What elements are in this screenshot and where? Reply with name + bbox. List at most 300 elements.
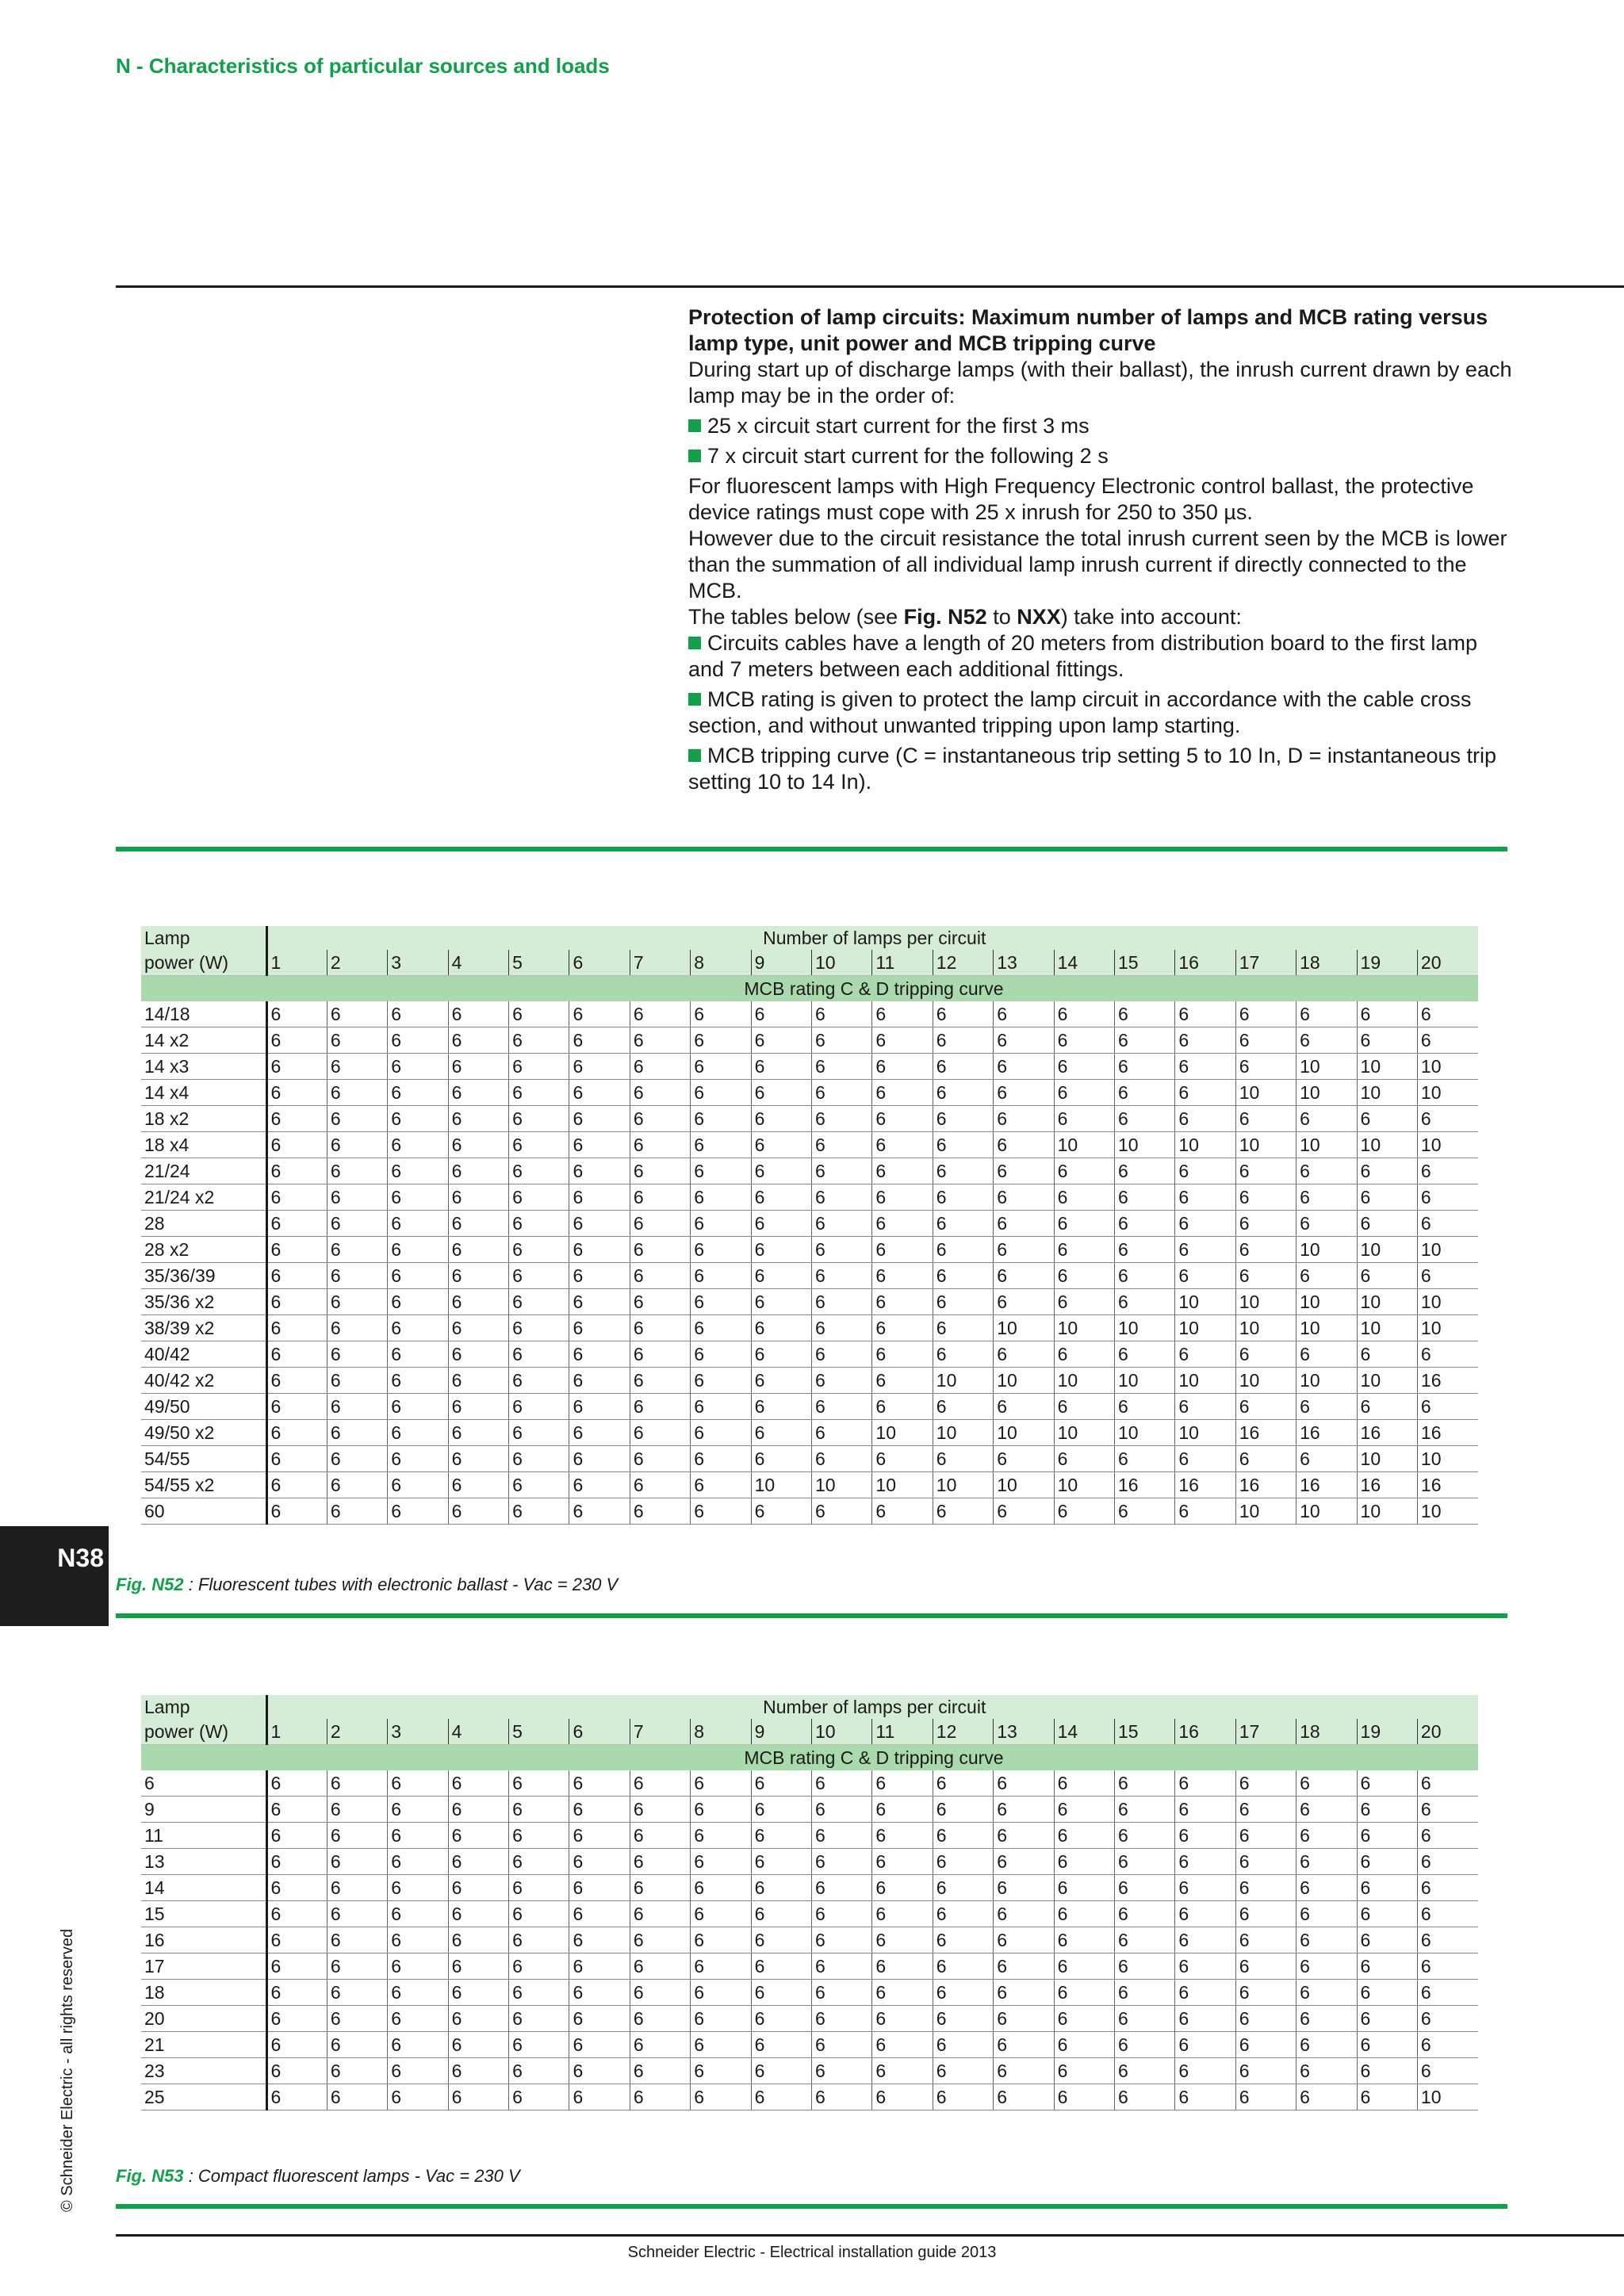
mcb-rating-cell: 6 xyxy=(388,1341,448,1368)
lamp-power-cell: 15 xyxy=(141,1901,266,1927)
mcb-rating-cell: 16 xyxy=(1357,1420,1417,1446)
mcb-rating-cell: 6 xyxy=(630,1027,690,1054)
table-row xyxy=(141,1420,1478,1446)
mcb-rating-cell: 6 xyxy=(751,1823,811,1849)
bullet-square-icon xyxy=(688,450,701,462)
mcb-rating-cell: 6 xyxy=(1175,1770,1235,1797)
mcb-rating-cell: 6 xyxy=(1357,1927,1417,1954)
mcb-rating-cell: 6 xyxy=(388,1315,448,1341)
mcb-rating-cell: 6 xyxy=(812,1263,872,1289)
table-row xyxy=(141,2084,1478,2110)
mcb-rating-cell: 6 xyxy=(1114,1263,1174,1289)
mcb-rating-cell: 6 xyxy=(509,1211,569,1237)
table-row xyxy=(141,1106,1478,1132)
mcb-rating-cell: 6 xyxy=(388,1875,448,1901)
mcb-rating-cell: 6 xyxy=(1114,2084,1174,2110)
mcb-rating-cell: 6 xyxy=(872,1980,933,2006)
mcb-rating-cell: 6 xyxy=(1114,1770,1174,1797)
column-header: 7 xyxy=(630,950,690,976)
mcb-rating-cell: 6 xyxy=(448,2084,508,2110)
mcb-rating-cell: 6 xyxy=(1235,1263,1296,1289)
column-header: 20 xyxy=(1417,1719,1478,1745)
mcb-rating-cell: 6 xyxy=(1114,1394,1174,1420)
mcb-rating-cell: 6 xyxy=(1054,1875,1114,1901)
mcb-rating-cell: 6 xyxy=(751,1001,811,1027)
mcb-rating-cell: 6 xyxy=(630,2032,690,2058)
mcb-rating-cell: 6 xyxy=(812,1368,872,1394)
mcb-rating-cell: 6 xyxy=(569,1394,630,1420)
mcb-rating-cell: 6 xyxy=(1175,1875,1235,1901)
mcb-rating-cell: 6 xyxy=(1054,1394,1114,1420)
mcb-rating-cell: 6 xyxy=(569,1315,630,1341)
mcb-rating-cell: 6 xyxy=(933,1158,993,1184)
mcb-rating-cell: 6 xyxy=(933,1446,993,1472)
figure-reference: Fig. N52 xyxy=(903,605,987,629)
mcb-rating-cell: 6 xyxy=(1235,2058,1296,2084)
mcb-rating-cell: 6 xyxy=(388,1263,448,1289)
mcb-rating-cell: 6 xyxy=(933,1901,993,1927)
mcb-rating-cell: 6 xyxy=(1114,1027,1174,1054)
mcb-rating-cell: 6 xyxy=(569,1901,630,1927)
mcb-rating-cell: 6 xyxy=(509,1263,569,1289)
column-header: 19 xyxy=(1357,950,1417,976)
mcb-rating-cell: 6 xyxy=(630,1927,690,1954)
mcb-rating-cell: 6 xyxy=(751,1420,811,1446)
mcb-rating-cell: 6 xyxy=(1175,1394,1235,1420)
mcb-rating-cell: 6 xyxy=(812,1211,872,1237)
mcb-rating-cell: 10 xyxy=(1417,1498,1478,1525)
mcb-rating-cell: 6 xyxy=(1297,1927,1357,1954)
mcb-rating-cell: 6 xyxy=(327,1954,387,1980)
mcb-rating-cell: 6 xyxy=(509,2006,569,2032)
mcb-rating-cell: 6 xyxy=(388,1289,448,1315)
mcb-rating-cell: 6 xyxy=(569,1001,630,1027)
mcb-rating-cell: 6 xyxy=(388,1106,448,1132)
mcb-rating-cell: 6 xyxy=(1114,1446,1174,1472)
mcb-rating-cell: 6 xyxy=(812,1498,872,1525)
column-header: 1 xyxy=(266,950,327,976)
lamp-power-cell: 60 xyxy=(141,1498,266,1525)
mcb-rating-cell: 10 xyxy=(933,1368,993,1394)
mcb-rating-cell: 6 xyxy=(751,1184,811,1211)
mcb-rating-cell: 6 xyxy=(872,2032,933,2058)
mcb-rating-cell: 6 xyxy=(509,1184,569,1211)
bullet-item: MCB tripping curve (C = instantaneous trip setting 5 to 10 In, D = instantaneous trip setting 10 to 14 In). xyxy=(688,744,1497,794)
mcb-rating-cell: 6 xyxy=(994,1341,1054,1368)
mcb-rating-cell: 6 xyxy=(327,1823,387,1849)
mcb-rating-cell: 6 xyxy=(1054,1498,1114,1525)
mcb-rating-cell: 6 xyxy=(1114,1498,1174,1525)
mcb-rating-cell: 6 xyxy=(448,1980,508,2006)
mcb-rating-cell: 6 xyxy=(1297,1875,1357,1901)
lamp-power-cell: 14/18 xyxy=(141,1001,266,1027)
lamp-power-cell: 17 xyxy=(141,1954,266,1980)
mcb-rating-cell: 6 xyxy=(569,1823,630,1849)
column-header: 12 xyxy=(933,1719,993,1745)
mcb-rating-cell: 10 xyxy=(1054,1315,1114,1341)
mcb-rating-cell: 6 xyxy=(1054,1237,1114,1263)
figure-reference: NXX xyxy=(1017,605,1061,629)
mcb-rating-cell: 6 xyxy=(569,1289,630,1315)
mcb-rating-cell: 10 xyxy=(1297,1132,1357,1158)
mcb-rating-cell: 6 xyxy=(691,1420,751,1446)
mcb-rating-cell: 6 xyxy=(630,1289,690,1315)
lamp-power-cell: 28 xyxy=(141,1211,266,1237)
column-header: 8 xyxy=(691,1719,751,1745)
mcb-rating-cell: 6 xyxy=(1235,2006,1296,2032)
table-compact-fluorescent xyxy=(141,1695,1478,2110)
mcb-rating-cell: 6 xyxy=(1357,2032,1417,2058)
mcb-rating-cell: 6 xyxy=(1417,1184,1478,1211)
mcb-rating-cell: 6 xyxy=(1114,2058,1174,2084)
mcb-rating-cell: 6 xyxy=(509,1394,569,1420)
mcb-rating-cell: 6 xyxy=(691,1770,751,1797)
mcb-rating-cell: 6 xyxy=(751,1901,811,1927)
mcb-rating-cell: 6 xyxy=(448,1954,508,1980)
mcb-rating-cell: 6 xyxy=(266,1472,327,1498)
mcb-rating-cell: 6 xyxy=(691,1106,751,1132)
mcb-rating-cell: 6 xyxy=(872,1849,933,1875)
mcb-rating-cell: 6 xyxy=(1235,1001,1296,1027)
mcb-rating-cell: 6 xyxy=(1175,1954,1235,1980)
lamp-power-cell: 16 xyxy=(141,1927,266,1954)
mcb-rating-cell: 6 xyxy=(1297,1770,1357,1797)
mcb-rating-cell: 6 xyxy=(630,1875,690,1901)
mcb-rating-cell: 6 xyxy=(1297,2006,1357,2032)
mcb-rating-cell: 6 xyxy=(630,1394,690,1420)
bullet-square-icon xyxy=(688,693,701,706)
mcb-rating-cell: 6 xyxy=(630,1420,690,1446)
mcb-rating-cell: 6 xyxy=(388,1954,448,1980)
mcb-rating-cell: 6 xyxy=(812,2032,872,2058)
mcb-rating-cell: 6 xyxy=(266,1368,327,1394)
mcb-rating-cell: 6 xyxy=(509,1368,569,1394)
table-row xyxy=(141,1289,1478,1315)
mcb-rating-cell: 6 xyxy=(872,1263,933,1289)
mcb-rating-cell: 6 xyxy=(751,1797,811,1823)
mcb-rating-cell: 6 xyxy=(691,1341,751,1368)
mcb-rating-cell: 10 xyxy=(1357,1080,1417,1106)
mcb-rating-cell: 6 xyxy=(266,1770,327,1797)
mcb-rating-cell: 6 xyxy=(812,1420,872,1446)
mcb-rating-cell: 6 xyxy=(1297,2084,1357,2110)
mcb-rating-cell: 6 xyxy=(327,1080,387,1106)
mcb-rating-cell: 6 xyxy=(448,1368,508,1394)
mcb-rating-cell: 6 xyxy=(448,1158,508,1184)
mcb-rating-cell: 16 xyxy=(1417,1420,1478,1446)
mcb-rating-cell: 6 xyxy=(509,1237,569,1263)
mcb-rating-cell: 6 xyxy=(691,1901,751,1927)
mcb-rating-cell: 6 xyxy=(1235,1184,1296,1211)
mcb-rating-cell: 6 xyxy=(448,2058,508,2084)
mcb-rating-cell: 6 xyxy=(1235,1849,1296,1875)
table-row xyxy=(141,1368,1478,1394)
mcb-rating-cell: 6 xyxy=(933,1927,993,1954)
mcb-rating-cell: 6 xyxy=(569,1263,630,1289)
table-row xyxy=(141,1498,1478,1525)
mcb-rating-cell: 6 xyxy=(1175,1263,1235,1289)
mcb-rating-cell: 6 xyxy=(630,1237,690,1263)
lamp-power-cell: 14 xyxy=(141,1875,266,1901)
mcb-rating-cell: 6 xyxy=(751,1927,811,1954)
mcb-rating-cell: 10 xyxy=(1175,1289,1235,1315)
mcb-rating-cell: 10 xyxy=(1235,1368,1296,1394)
mcb-rating-cell: 6 xyxy=(1417,1980,1478,2006)
mcb-rating-cell: 6 xyxy=(691,1001,751,1027)
mcb-rating-cell: 6 xyxy=(448,1797,508,1823)
mcb-rating-cell: 6 xyxy=(1235,1875,1296,1901)
mcb-rating-cell: 6 xyxy=(933,1237,993,1263)
mcb-rating-cell: 6 xyxy=(388,1980,448,2006)
mcb-rating-cell: 6 xyxy=(630,1158,690,1184)
mcb-rating-cell: 6 xyxy=(1417,1927,1478,1954)
mcb-rating-cell: 6 xyxy=(327,1498,387,1525)
mcb-rating-cell: 6 xyxy=(994,1980,1054,2006)
mcb-rating-cell: 6 xyxy=(509,2084,569,2110)
mcb-rating-cell: 6 xyxy=(1357,1158,1417,1184)
mcb-rating-cell: 6 xyxy=(1235,1980,1296,2006)
mcb-rating-cell: 6 xyxy=(812,1770,872,1797)
lamp-power-cell: 20 xyxy=(141,2006,266,2032)
lamp-power-cell: 14 x2 xyxy=(141,1027,266,1054)
table-row xyxy=(141,2032,1478,2058)
mcb-rating-cell: 6 xyxy=(994,1211,1054,1237)
mcb-rating-cell: 6 xyxy=(630,1080,690,1106)
mcb-rating-cell: 6 xyxy=(1235,1927,1296,1954)
mcb-rating-cell: 6 xyxy=(327,1797,387,1823)
mcb-rating-cell: 6 xyxy=(751,1770,811,1797)
mcb-rating-cell: 10 xyxy=(751,1472,811,1498)
mcb-rating-cell: 6 xyxy=(448,1927,508,1954)
mcb-rating-cell: 6 xyxy=(509,1849,569,1875)
mcb-rating-cell: 6 xyxy=(509,1797,569,1823)
mcb-rating-cell: 6 xyxy=(1114,2006,1174,2032)
mcb-rating-cell: 10 xyxy=(994,1368,1054,1394)
mcb-rating-cell: 6 xyxy=(872,1080,933,1106)
mcb-rating-cell: 10 xyxy=(1297,1237,1357,1263)
mcb-rating-cell: 6 xyxy=(933,1184,993,1211)
mcb-rating-cell: 16 xyxy=(1417,1472,1478,1498)
table-row xyxy=(141,1211,1478,1237)
mcb-rating-cell: 10 xyxy=(1417,1132,1478,1158)
table-row xyxy=(141,1080,1478,1106)
mcb-rating-cell: 6 xyxy=(630,1954,690,1980)
mcb-rating-cell: 6 xyxy=(1114,1823,1174,1849)
mcb-rating-cell: 6 xyxy=(872,1132,933,1158)
mcb-rating-cell: 6 xyxy=(1235,1106,1296,1132)
mcb-rating-cell: 6 xyxy=(872,1823,933,1849)
lamp-power-cell: 6 xyxy=(141,1770,266,1797)
bullet-item: Circuits cables have a length of 20 meters from distribution board to the first lamp and 7 meters between each additional fittings. xyxy=(688,631,1477,681)
mcb-rating-cell: 6 xyxy=(812,1797,872,1823)
mcb-rating-cell: 6 xyxy=(448,1001,508,1027)
mcb-rating-cell: 6 xyxy=(1417,1901,1478,1927)
lamp-header: power (W) xyxy=(141,1719,266,1745)
mcb-rating-cell: 6 xyxy=(1297,1001,1357,1027)
mcb-rating-cell: 6 xyxy=(751,1158,811,1184)
mcb-rating-cell: 6 xyxy=(388,1054,448,1080)
mcb-rating-cell: 6 xyxy=(994,1054,1054,1080)
mcb-rating-cell: 6 xyxy=(994,1394,1054,1420)
mcb-rating-cell: 6 xyxy=(327,1849,387,1875)
mcb-rating-cell: 6 xyxy=(630,2006,690,2032)
mcb-rating-cell: 6 xyxy=(751,1849,811,1875)
mcb-rating-cell: 6 xyxy=(448,1132,508,1158)
mcb-rating-cell: 6 xyxy=(872,1446,933,1472)
mcb-rating-cell: 6 xyxy=(872,2084,933,2110)
mcb-rating-cell: 6 xyxy=(691,1875,751,1901)
mcb-rating-cell: 6 xyxy=(1175,2032,1235,2058)
mcb-rating-cell: 6 xyxy=(1357,1106,1417,1132)
mcb-rating-cell: 6 xyxy=(691,1315,751,1341)
mcb-rating-cell: 6 xyxy=(388,1158,448,1184)
mcb-rating-cell: 6 xyxy=(1054,1849,1114,1875)
mcb-rating-cell: 6 xyxy=(872,1770,933,1797)
mcb-rating-cell: 6 xyxy=(691,1472,751,1498)
mcb-rating-cell: 6 xyxy=(933,1211,993,1237)
mcb-rating-cell: 6 xyxy=(569,1472,630,1498)
mcb-rating-cell: 6 xyxy=(327,2084,387,2110)
mcb-rating-cell: 6 xyxy=(1357,1954,1417,1980)
mcb-rating-cell: 6 xyxy=(327,2032,387,2058)
lamp-power-cell: 18 x2 xyxy=(141,1106,266,1132)
mcb-rating-cell: 6 xyxy=(448,2006,508,2032)
mcb-rating-cell: 6 xyxy=(1054,1263,1114,1289)
mcb-rating-cell: 6 xyxy=(1357,1184,1417,1211)
table-row xyxy=(141,1446,1478,1472)
mcb-rating-cell: 6 xyxy=(872,1001,933,1027)
mcb-rating-cell: 6 xyxy=(266,1211,327,1237)
mcb-rating-cell: 6 xyxy=(872,1315,933,1341)
copyright-notice: © Schneider Electric - all rights reserved xyxy=(59,1928,76,2212)
mcb-rating-cell: 6 xyxy=(327,1875,387,1901)
mcb-rating-cell: 6 xyxy=(1417,1394,1478,1420)
table-row xyxy=(141,1263,1478,1289)
mcb-rating-cell: 6 xyxy=(448,1237,508,1263)
mcb-rating-cell: 6 xyxy=(327,2006,387,2032)
mcb-rating-cell: 6 xyxy=(751,1954,811,1980)
mcb-rating-cell: 6 xyxy=(812,1132,872,1158)
table-row xyxy=(141,1875,1478,1901)
subheader-spacer xyxy=(141,1745,266,1771)
mcb-rating-cell: 6 xyxy=(509,1927,569,1954)
mcb-rating-cell: 6 xyxy=(1054,1158,1114,1184)
mcb-rating-cell: 6 xyxy=(1114,1875,1174,1901)
mcb-rating-cell: 6 xyxy=(872,1054,933,1080)
mcb-rating-cell: 10 xyxy=(1417,1446,1478,1472)
intro-paragraph: For fluorescent lamps with High Frequency Electronic control ballast, the protective device ratings must cope with 25 x inrush for 250 to 350 µs. xyxy=(688,474,1474,524)
mcb-rating-cell: 6 xyxy=(1297,1980,1357,2006)
mcb-rating-cell: 6 xyxy=(1054,1341,1114,1368)
mcb-rating-cell: 6 xyxy=(509,1446,569,1472)
mcb-rating-cell: 6 xyxy=(691,1849,751,1875)
lamp-power-cell: 9 xyxy=(141,1797,266,1823)
mcb-rating-cell: 6 xyxy=(933,1498,993,1525)
mcb-rating-cell: 6 xyxy=(1417,1341,1478,1368)
mcb-rating-cell: 6 xyxy=(1054,1054,1114,1080)
mcb-rating-cell: 6 xyxy=(1175,1849,1235,1875)
mcb-rating-cell: 10 xyxy=(933,1420,993,1446)
mcb-rating-cell: 6 xyxy=(327,1158,387,1184)
mcb-rating-cell: 6 xyxy=(994,1797,1054,1823)
mcb-rating-cell: 6 xyxy=(691,1954,751,1980)
mcb-rating-cell: 6 xyxy=(933,1315,993,1341)
column-header: 4 xyxy=(448,950,508,976)
mcb-rating-cell: 6 xyxy=(630,1368,690,1394)
mcb-rating-cell: 6 xyxy=(569,1080,630,1106)
mcb-rating-cell: 6 xyxy=(812,1184,872,1211)
mcb-rating-cell: 6 xyxy=(872,1027,933,1054)
table-row xyxy=(141,1001,1478,1027)
column-header: 18 xyxy=(1297,1719,1357,1745)
mcb-rating-cell: 6 xyxy=(448,1498,508,1525)
mcb-rating-cell: 6 xyxy=(630,1106,690,1132)
mcb-rating-cell: 6 xyxy=(872,1106,933,1132)
mcb-rating-cell: 6 xyxy=(569,1927,630,1954)
mcb-rating-cell: 6 xyxy=(569,1980,630,2006)
table-row xyxy=(141,1901,1478,1927)
mcb-rating-cell: 10 xyxy=(1235,1498,1296,1525)
mcb-rating-cell: 6 xyxy=(266,1237,327,1263)
mcb-rating-cell: 6 xyxy=(509,1980,569,2006)
mcb-rating-cell: 6 xyxy=(1175,1158,1235,1184)
column-header: 11 xyxy=(872,1719,933,1745)
mcb-rating-cell: 6 xyxy=(1175,1341,1235,1368)
mcb-rating-cell: 6 xyxy=(1417,1106,1478,1132)
mcb-rating-cell: 6 xyxy=(1417,1027,1478,1054)
mcb-rating-cell: 6 xyxy=(448,1080,508,1106)
mcb-rating-cell: 6 xyxy=(388,1027,448,1054)
mcb-rating-cell: 6 xyxy=(691,1368,751,1394)
mcb-rating-cell: 6 xyxy=(1114,1158,1174,1184)
mcb-rating-cell: 6 xyxy=(327,1289,387,1315)
lamp-power-cell: 14 x4 xyxy=(141,1080,266,1106)
mcb-rating-cell: 6 xyxy=(630,1446,690,1472)
mcb-rating-cell: 6 xyxy=(327,1211,387,1237)
mcb-rating-cell: 6 xyxy=(569,1770,630,1797)
lamp-power-cell: 49/50 xyxy=(141,1394,266,1420)
lamp-power-cell: 40/42 xyxy=(141,1341,266,1368)
mcb-rating-cell: 6 xyxy=(691,1263,751,1289)
mcb-rating-cell: 6 xyxy=(691,2084,751,2110)
mcb-rating-cell: 6 xyxy=(1297,1106,1357,1132)
mcb-rating-cell: 6 xyxy=(751,2032,811,2058)
mcb-rating-cell: 6 xyxy=(630,1849,690,1875)
mcb-rating-cell: 6 xyxy=(812,1289,872,1315)
mcb-rating-cell: 6 xyxy=(266,2084,327,2110)
mcb-rating-cell: 6 xyxy=(1054,2006,1114,2032)
page-number-tab: N38 xyxy=(0,1526,109,1626)
mcb-rating-cell: 6 xyxy=(812,1237,872,1263)
mcb-rating-cell: 10 xyxy=(1357,1498,1417,1525)
mcb-rating-cell: 6 xyxy=(933,2058,993,2084)
mcb-rating-cell: 10 xyxy=(1054,1368,1114,1394)
mcb-rating-cell: 6 xyxy=(812,1054,872,1080)
mcb-rating-cell: 6 xyxy=(448,1341,508,1368)
mcb-rating-cell: 6 xyxy=(266,1263,327,1289)
mcb-rating-cell: 6 xyxy=(1175,1054,1235,1080)
mcb-rating-cell: 6 xyxy=(1357,1980,1417,2006)
mcb-rating-cell: 10 xyxy=(1297,1315,1357,1341)
mcb-rating-cell: 6 xyxy=(1054,1770,1114,1797)
mcb-rating-cell: 6 xyxy=(509,1054,569,1080)
mcb-rating-cell: 10 xyxy=(1235,1315,1296,1341)
mcb-rating-cell: 6 xyxy=(1114,1849,1174,1875)
mcb-rating-cell: 6 xyxy=(691,1394,751,1420)
lamp-power-cell: 28 x2 xyxy=(141,1237,266,1263)
mcb-rating-cell: 6 xyxy=(630,2084,690,2110)
mcb-rating-cell: 6 xyxy=(933,1875,993,1901)
